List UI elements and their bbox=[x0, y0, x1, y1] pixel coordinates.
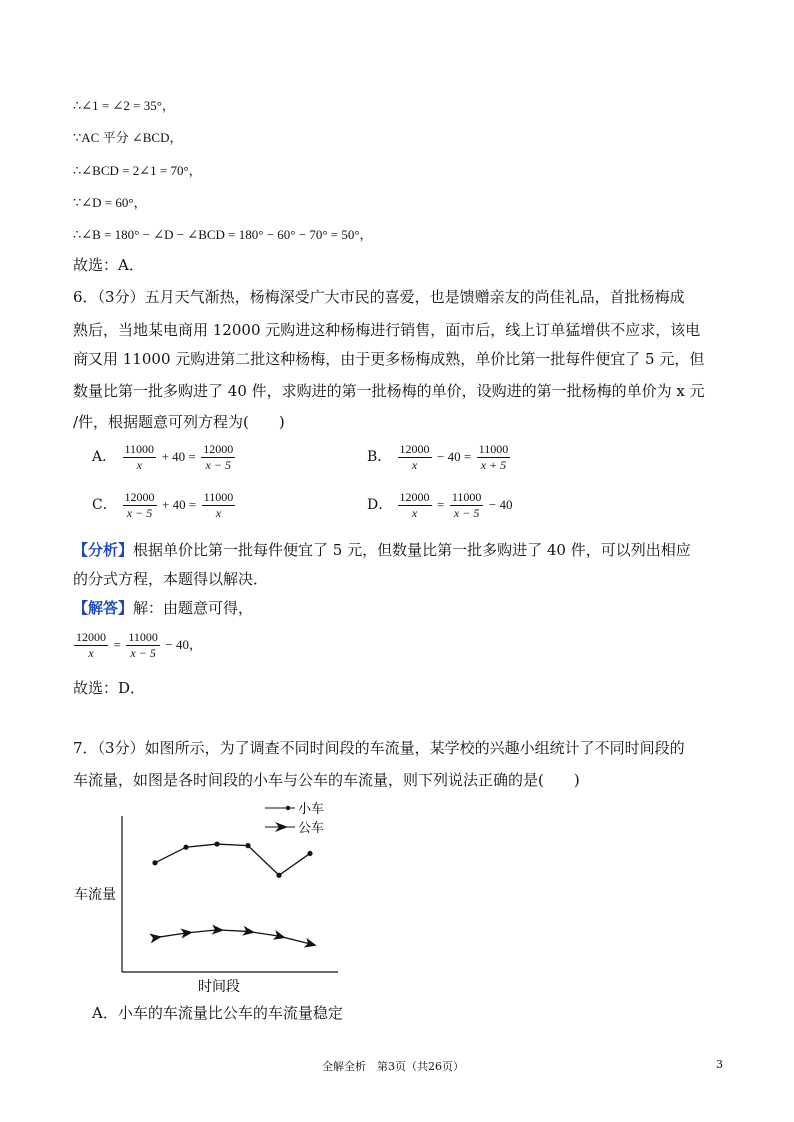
fraction: $\frac{12000}{x - 5}$ bbox=[203, 442, 234, 472]
operator: + 40 = bbox=[162, 496, 197, 512]
previous-answer: 故选：A． bbox=[73, 256, 144, 274]
option-letter: D． bbox=[367, 496, 393, 513]
q6-answer: 故选：D． bbox=[73, 679, 146, 697]
fraction: $\frac{12000}{x}$ bbox=[399, 442, 430, 472]
data-point-series-0 bbox=[245, 843, 250, 848]
analysis-tag: 【分析】 bbox=[73, 541, 134, 559]
q6-analysis-line-2: 的分式方程，本题得以解决． bbox=[73, 570, 269, 588]
solution-tag: 【解答】 bbox=[73, 599, 134, 617]
data-point-series-1 bbox=[273, 930, 287, 943]
plot-area bbox=[149, 841, 318, 950]
solution-line-angle1: ∴∠1 = ∠2 = 35°， bbox=[73, 98, 175, 113]
q6-option-d bbox=[367, 490, 514, 521]
fraction: $\frac{11000}{x - 5}$ bbox=[128, 630, 158, 660]
q6-text-line-5: /件，根据题意可列方程为( ) bbox=[73, 413, 285, 431]
series-line-0 bbox=[155, 844, 310, 875]
operator-tail: − 40 bbox=[488, 496, 513, 512]
q6-text-line-4: 数量比第一批多购进了 40 件，求购进的第一批杨梅的单价，设购进的第一批杨梅的单价为 x 元 bbox=[73, 382, 705, 400]
page-number: 3 bbox=[716, 1058, 723, 1071]
legend-label-car: 小车 bbox=[298, 802, 325, 817]
q6-option-a bbox=[92, 442, 238, 473]
solution-line-d: ∵∠D = 60°， bbox=[73, 195, 147, 210]
operator: + 40 = bbox=[161, 448, 196, 464]
q6-option-c bbox=[92, 490, 238, 521]
analysis-text: 根据单价比第一批每件便宜了 5 元，但数量比第一批多购进了 40 件，可以列出相应 bbox=[133, 541, 691, 559]
fraction: $\frac{11000}{x - 5}$ bbox=[451, 490, 482, 520]
q6-option-b bbox=[367, 442, 513, 473]
q6-equation bbox=[73, 630, 203, 661]
q7-text-line-1: 7．（3分）如图所示，为了调查不同时间段的车流量，某学校的兴趣小组统计了不同时间段的 bbox=[73, 739, 685, 757]
data-point-series-0 bbox=[307, 851, 312, 856]
fraction: $\frac{11000}{x}$ bbox=[124, 442, 155, 472]
page-footer: 全解全析 第3页（共26页） bbox=[322, 1060, 464, 1073]
fraction: $\frac{12000}{x - 5}$ bbox=[124, 490, 155, 520]
option-letter: C． bbox=[92, 496, 117, 513]
series-line-1 bbox=[155, 930, 310, 944]
q7-option-a: A．小车的车流量比公车的车流量稳定 bbox=[92, 1004, 343, 1022]
x-axis-label: 时间段 bbox=[198, 979, 240, 995]
solution-text: 解：由题意可得， bbox=[133, 599, 254, 617]
traffic-line-chart bbox=[60, 800, 360, 1000]
data-point-series-0 bbox=[214, 841, 219, 846]
q6-text-line-2: 熟后，当地某电商用 12000 元购进这种杨梅进行销售，面市后，线上订单猛增供不应求，该电 bbox=[73, 321, 701, 339]
solution-line-b: ∴∠B = 180° − ∠D − ∠BCD = 180° − 60° − 70° = 50°， bbox=[73, 227, 373, 242]
fraction: $\frac{12000}{x}$ bbox=[399, 490, 430, 520]
fraction: $\frac{11000}{x + 5}$ bbox=[478, 442, 509, 472]
q6-text-line-3: 商又用 11000 元购进第二批这种杨梅，由于更多杨梅成熟，单价比第一批每件便宜了 5 元，但 bbox=[73, 350, 705, 368]
operator: = bbox=[113, 636, 121, 652]
data-point-series-1 bbox=[149, 932, 162, 944]
operator: − 40 = bbox=[437, 448, 472, 464]
fraction: $\frac{12000}{x}$ bbox=[76, 630, 106, 660]
q6-analysis-line-1 bbox=[73, 540, 691, 560]
operator-tail: − 40， bbox=[165, 636, 202, 652]
fraction: $\frac{11000}{x}$ bbox=[203, 490, 234, 520]
legend bbox=[265, 802, 324, 836]
legend-label-bus: 公车 bbox=[298, 821, 325, 836]
data-point-series-0 bbox=[276, 873, 281, 878]
q6-text-line-1: 6．（3分）五月天气渐热，杨梅深受广大市民的喜爱，也是馈赠亲友的尚佳礼品，首批杨梅成 bbox=[73, 288, 685, 306]
operator: = bbox=[437, 496, 445, 512]
data-point-series-0 bbox=[183, 845, 188, 850]
solution-line-bisector: ∵AC 平分 ∠BCD， bbox=[73, 130, 183, 145]
option-letter: A． bbox=[92, 448, 117, 465]
data-point-series-0 bbox=[152, 860, 157, 865]
data-point-series-1 bbox=[304, 938, 318, 951]
q7-text-line-2: 车流量，如图是各时间段的小车与公车的车流量，则下列说法正确的是( ) bbox=[73, 771, 580, 789]
legend-marker-car bbox=[286, 806, 290, 810]
option-letter: B． bbox=[367, 448, 392, 465]
y-axis-label: 车流量 bbox=[74, 887, 116, 903]
solution-line-bcd: ∴∠BCD = 2∠1 = 70°， bbox=[73, 163, 202, 178]
q6-solution-line bbox=[73, 598, 253, 618]
